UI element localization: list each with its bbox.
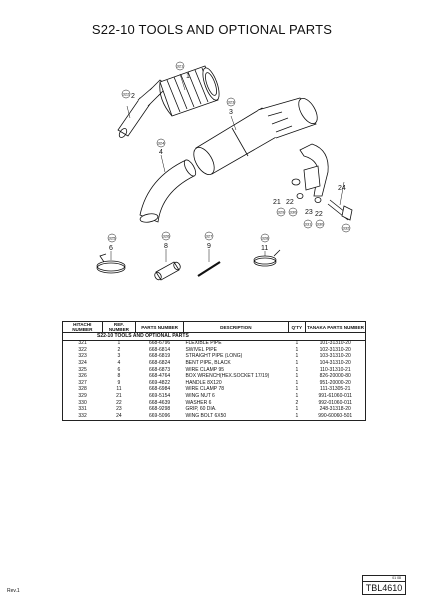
wire-clamp-78-drawing <box>254 250 280 266</box>
callout-6: 6 <box>109 245 113 252</box>
ref-label: 327 <box>205 233 213 239</box>
callout-22b: 22 <box>315 211 323 218</box>
tanaka-number-cell: 990-60060-501 <box>318 412 353 419</box>
qty-cell: 2 <box>295 399 299 406</box>
qty-cell: 1 <box>295 353 299 360</box>
hitachi-number-cell: 322 <box>78 346 87 353</box>
parts-number-cell: 668-9298 <box>149 406 171 413</box>
ref-number-cell: 24 <box>116 412 122 419</box>
hitachi-number-cell: 323 <box>78 353 87 360</box>
tanaka-number-cell: 992-01060-011 <box>318 399 353 406</box>
qty-cell: 1 <box>295 360 299 367</box>
ref-number-cell: 23 <box>116 406 122 413</box>
parts-table <box>62 321 366 421</box>
description-cell: WING BOLT 6X50 <box>185 412 227 419</box>
parts-number-cell: 668-4764 <box>149 373 171 380</box>
ref-number-cell: 11 <box>116 386 122 393</box>
drawing-code: TBL4610 <box>365 583 403 593</box>
hitachi-number-cell: 332 <box>78 412 87 419</box>
tanaka-number-cell: 111-31305-21 <box>320 386 351 393</box>
qty-cell: 1 <box>295 379 299 386</box>
table-header-row <box>63 322 366 333</box>
qty-cell: 1 <box>295 366 299 373</box>
hitachi-number-cell: 328 <box>78 386 87 393</box>
ref-label: 332 <box>342 225 350 231</box>
tanaka-number-cell: 248-31318-20 <box>319 406 351 413</box>
qty-cell: 1 <box>295 392 299 399</box>
tanaka-number-cell: 826-20000-80 <box>319 373 351 380</box>
ref-number-cell: 1 <box>117 340 121 347</box>
tanaka-number-cell: 104-31310-20 <box>319 360 351 367</box>
description-cell: STRAIGHT PIPE (LONG) <box>185 353 243 360</box>
parts-number-cell: 668-6819 <box>149 353 171 360</box>
hitachi-number-cell: 325 <box>78 366 87 373</box>
hitachi-number-cell: 331 <box>78 406 87 413</box>
ref-label: 321 <box>176 63 184 69</box>
tanaka-number-cell: 103-31310-20 <box>319 353 351 360</box>
callout-22: 22 <box>286 199 294 206</box>
col-parts: PARTS NUMBER <box>136 322 184 333</box>
revision-label: Rev.1 <box>7 588 20 594</box>
hitachi-number-cell: 321 <box>78 340 87 347</box>
ref-label: 326 <box>162 233 170 239</box>
qty-cell: 1 <box>295 373 299 380</box>
straight-pipe-drawing <box>190 95 321 178</box>
callout-3: 3 <box>229 109 233 116</box>
col-qty: Q'TY <box>288 322 305 333</box>
ref-number-cell: 3 <box>117 353 121 360</box>
callout-1: 1 <box>186 73 190 80</box>
hitachi-number-cell: 327 <box>78 379 87 386</box>
hitachi-number-cell: 330 <box>78 399 87 406</box>
ref-number-cell: 8 <box>117 373 121 380</box>
parts-number-cell: 669-5096 <box>149 412 171 419</box>
qty-cell: 1 <box>295 412 299 419</box>
box-wrench-drawing <box>153 261 181 281</box>
ref-number-cell: 22 <box>116 399 122 406</box>
description-cell: FLEXIBLE PIPE <box>185 340 222 347</box>
callout-9: 9 <box>207 243 211 250</box>
swivel-pipe-drawing <box>118 80 168 139</box>
bent-pipe-drawing <box>139 158 198 223</box>
page-title: S22-10 TOOLS AND OPTIONAL PARTS <box>91 22 333 37</box>
col-tanaka: TANAKA PARTS NUMBER <box>305 322 365 333</box>
qty-cell: 1 <box>295 406 299 413</box>
qty-cell: 1 <box>295 346 299 353</box>
section-title: S22-10 TOOLS AND OPTIONAL PARTS <box>63 333 366 341</box>
callout-8: 8 <box>164 243 168 250</box>
hitachi-number-cell: 324 <box>78 360 87 367</box>
description-cell: HANDLE 8X120 <box>185 379 222 386</box>
parts-number-cell: 668-4639 <box>149 399 171 406</box>
callout-2: 2 <box>131 93 135 100</box>
col-hitachi: HITACHI NUMBER <box>63 322 103 333</box>
ref-number-cell: 6 <box>117 366 121 373</box>
callout-11: 11 <box>261 245 269 252</box>
parts-number-cell: 668-6796 <box>149 340 171 347</box>
description-cell: GRIP, 60 DIA. <box>185 406 217 413</box>
description-cell: BENT PIPE, BLACK <box>185 360 231 367</box>
callout-23: 23 <box>305 209 313 216</box>
callout-21: 21 <box>273 199 281 206</box>
col-description: DESCRIPTION <box>183 322 288 333</box>
hitachi-number-cell: 326 <box>78 373 87 380</box>
description-cell: SWIVEL PIPE <box>185 346 217 353</box>
ref-label: 323 <box>227 99 235 105</box>
ref-label: 324 <box>157 140 165 146</box>
tanaka-number-cell: 951-20000-20 <box>319 379 351 386</box>
stamp-date: 01 08 <box>363 576 405 582</box>
hitachi-number-cell: 329 <box>78 392 87 399</box>
ref-label: 322 <box>122 91 130 97</box>
qty-cell: 1 <box>295 340 299 347</box>
description-cell: WING NUT 6 <box>185 392 215 399</box>
parts-number-cell: 668-6824 <box>149 360 171 367</box>
flexible-pipe-drawing <box>160 66 223 116</box>
section-row <box>63 333 366 341</box>
qty-cell: 1 <box>295 386 299 393</box>
handle-drawing <box>198 262 220 276</box>
callout-4: 4 <box>159 149 163 156</box>
ref-label: 329 <box>277 209 285 215</box>
tanaka-number-cell: 101-31310-20 <box>319 340 351 347</box>
parts-number-cell: 668-6984 <box>149 386 171 393</box>
parts-number-cell: 669-5154 <box>149 392 171 399</box>
ref-label: 330 <box>316 221 324 227</box>
table-row <box>63 413 366 420</box>
parts-number-cell: 668-6814 <box>149 346 171 353</box>
col-ref: REF. NUMBER <box>102 322 136 333</box>
description-cell: WASHER 6 <box>185 399 212 406</box>
parts-number-cell: 668-6873 <box>149 366 171 373</box>
ref-label: 325 <box>108 235 116 241</box>
description-cell: WIRE CLAMP 95 <box>185 366 224 373</box>
ref-number-cell: 21 <box>116 392 122 399</box>
ref-number-cell: 9 <box>117 379 121 386</box>
ref-number-cell: 2 <box>117 346 121 353</box>
drawing-stamp <box>362 575 406 595</box>
tanaka-number-cell: 991-61060-011 <box>318 392 353 399</box>
ref-label: 328 <box>261 235 269 241</box>
parts-number-cell: 669-4822 <box>149 379 171 386</box>
ref-number-cell: 4 <box>117 360 121 367</box>
tanaka-number-cell: 110-31310-21 <box>319 366 351 373</box>
callout-24: 24 <box>338 185 346 192</box>
ref-label: 330 <box>289 209 297 215</box>
description-cell: BOX WRENCH(HEX.SOCKET 17/19) <box>185 373 270 380</box>
description-cell: WIRE CLAMP 78 <box>185 386 224 393</box>
ref-label: 331 <box>304 221 312 227</box>
tanaka-number-cell: 102-31310-20 <box>319 346 351 353</box>
